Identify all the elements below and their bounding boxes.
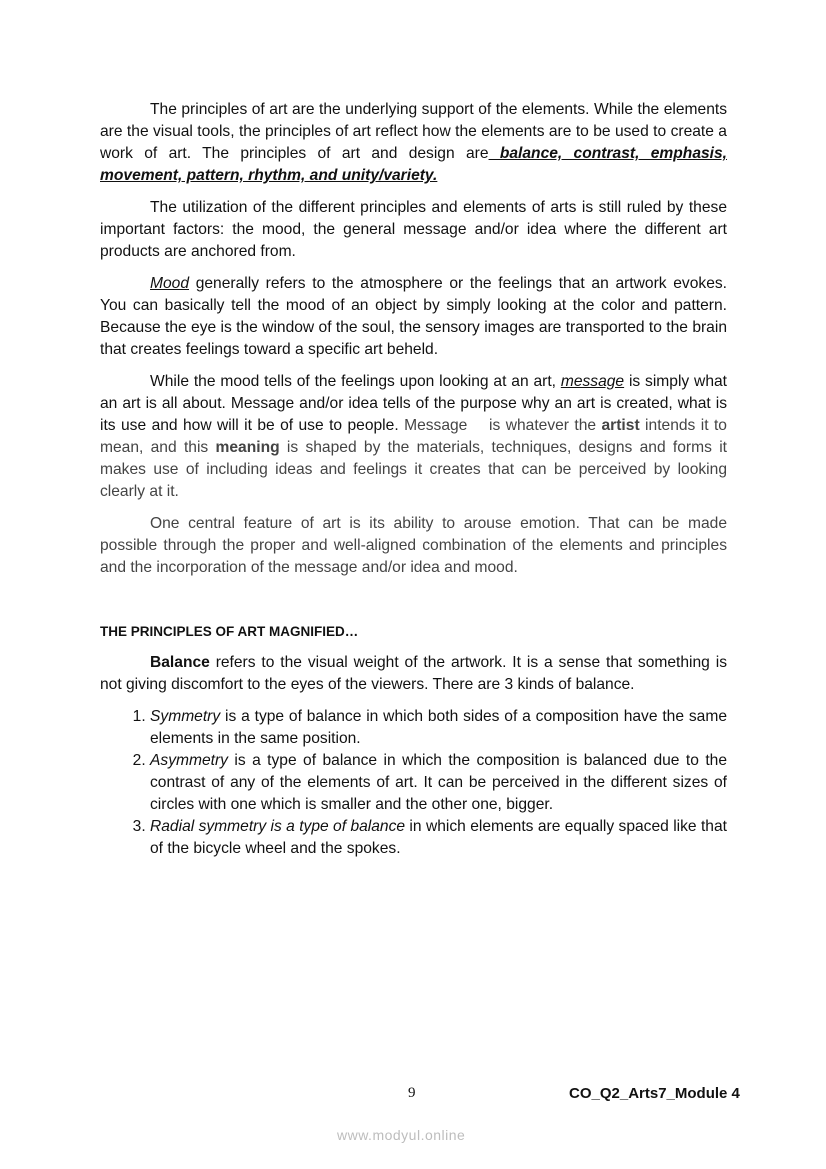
list-item-asymmetry xyxy=(150,750,727,816)
list-item-symmetry xyxy=(150,706,727,750)
list-item-text: is a type of balance in which the composition is balanced due to the contrast of any of the elements of art. It can be perceived in the different sizes of circles with one which is smaller and the other one, bigger. xyxy=(150,752,727,813)
paragraph-mood xyxy=(100,273,727,361)
term-symmetry: Symmetry xyxy=(150,708,221,725)
term-artist: artist xyxy=(601,417,640,434)
paragraph-balance xyxy=(100,652,727,696)
paragraph-principles-intro xyxy=(100,99,727,187)
term-asymmetry: Asymmetry xyxy=(150,752,228,769)
list-item-radial-symmetry xyxy=(150,816,727,860)
paragraph-lead: While the mood tells of the feelings upon looking at an art, xyxy=(150,373,561,390)
term-mood: Mood xyxy=(150,275,190,292)
paragraph-text: is simply what an art is all about. Message and/or idea tells of the purpose why an art is created, what is its use and how will it be of use to people. xyxy=(100,373,727,434)
paragraph-text: refers to the visual weight of the artwork. It is a sense that something is not giving discomfort to the eyes of the viewers. There are 3 kinds of balance. xyxy=(100,654,727,693)
watermark: www.modyul.online xyxy=(337,1127,466,1143)
term-balance: Balance xyxy=(150,654,210,671)
list-item-text: in which elements are equally spaced like that of the bicycle wheel and the spokes. xyxy=(150,818,727,857)
paragraph-gray-text: Message is whatever the xyxy=(404,417,602,434)
paragraph-gray-text: intends it to mean, and this xyxy=(100,417,727,456)
paragraph-gray-text: is shaped by the materials, techniques, designs and forms it makes use of including ideas and feelings it creates that can be perceived by looking clearly at it. xyxy=(100,439,727,500)
term-radial-symmetry: Radial symmetry is a type of balance xyxy=(150,818,406,835)
balance-types-list xyxy=(100,706,727,860)
principles-list-emphasis: balance, contrast, emphasis, movement, pattern, rhythm, and unity/variety. xyxy=(100,145,728,184)
page-number: 9 xyxy=(408,1085,416,1101)
paragraph-emotion: One central feature of art is its ability to arouse emotion. That can be made possible through the proper and well-aligned combination of the elements and principles and the incorporation of the message and/or idea and mood. xyxy=(100,515,727,576)
list-item-text: is a type of balance in which both sides of a composition have the same elements in the same position. xyxy=(150,708,727,747)
paragraph-text: generally refers to the atmosphere or the feelings that an artwork evokes. You can basically tell the mood of an object by simply looking at the color and pattern. Because the eye is the window of the soul, the sensory images are transported to the brain that creates feelings toward a specific art beheld. xyxy=(100,275,727,358)
section-heading: THE PRINCIPLES OF ART MAGNIFIED… xyxy=(100,624,359,639)
module-code: CO_Q2_Arts7_Module 4 xyxy=(569,1085,740,1102)
document-body xyxy=(100,99,727,860)
paragraph-factors: The utilization of the different principles and elements of arts is still ruled by these important factors: the mood, the general message and/or idea where the different art products are anchored from. xyxy=(100,199,727,260)
term-meaning: meaning xyxy=(215,439,280,456)
paragraph-text: The principles of art are the underlying support of the elements. While the elements are the visual tools, the principles of art reflect how the elements are to be used to create a work of art. The principles of art and design are xyxy=(100,101,727,162)
paragraph-message xyxy=(100,371,727,503)
term-message: message xyxy=(560,373,625,390)
